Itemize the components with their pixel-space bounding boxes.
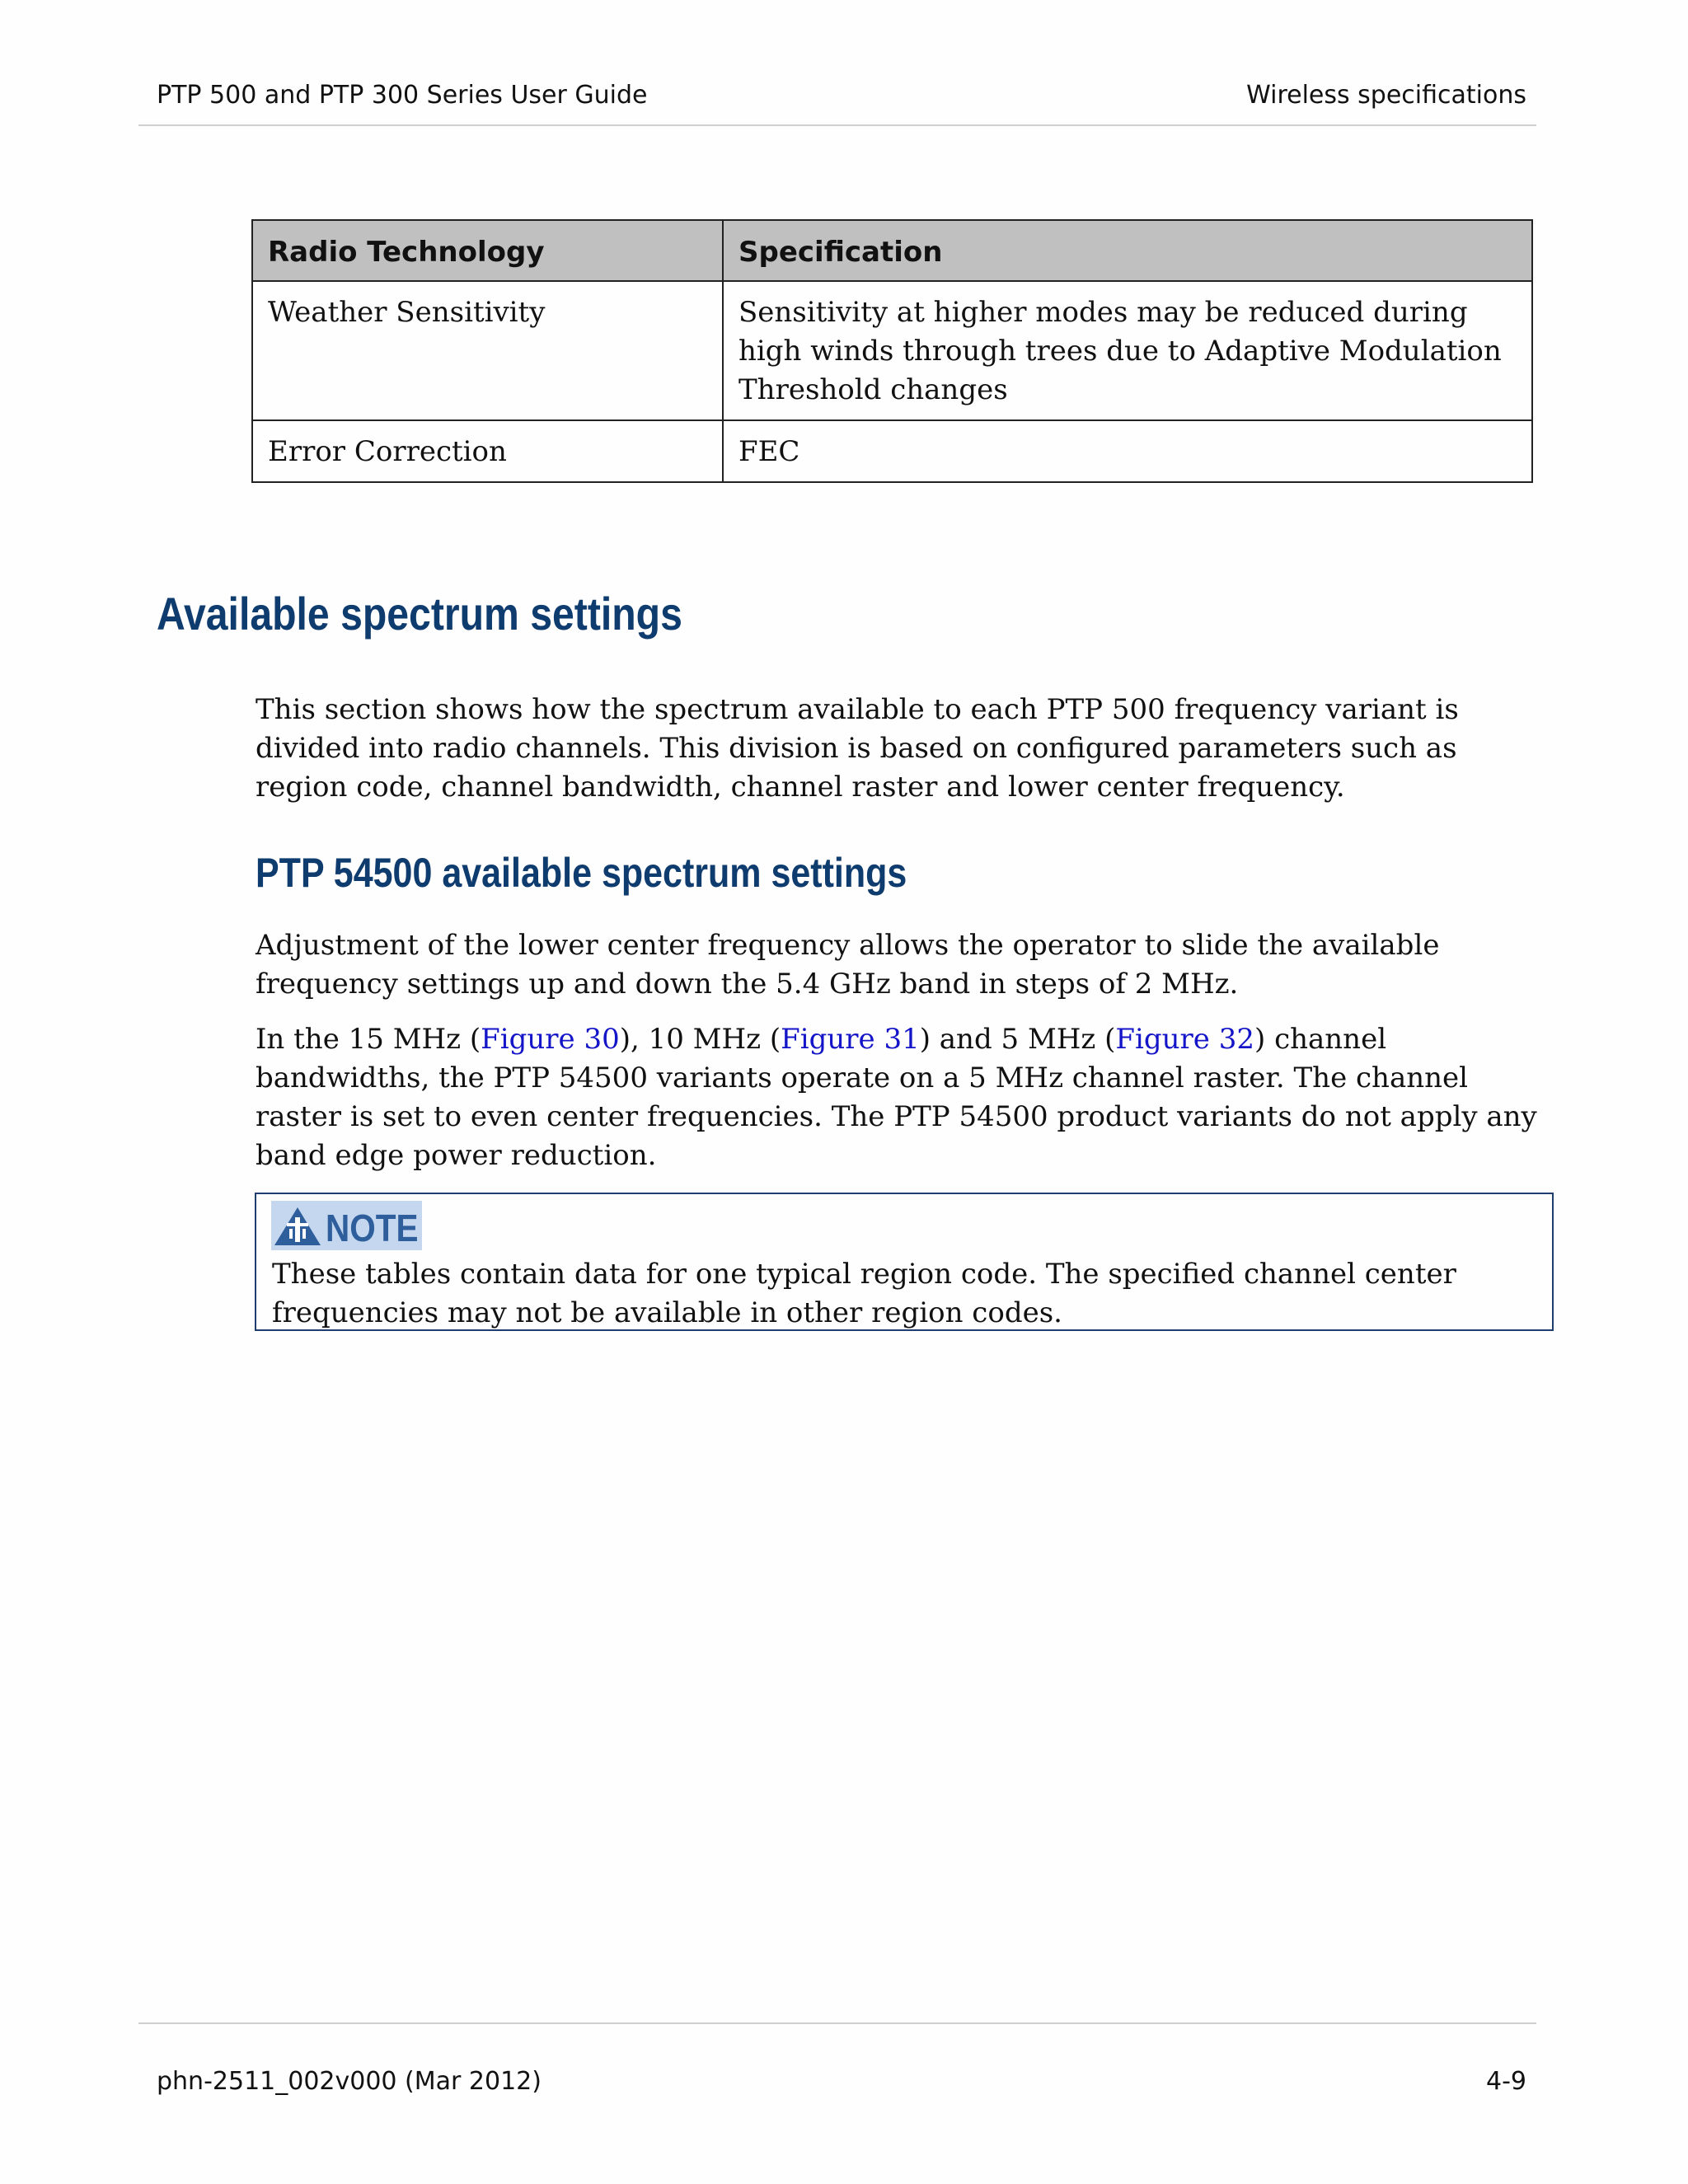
header-rule [138, 124, 1536, 126]
paragraph-text: In the 15 MHz ( [256, 1023, 481, 1056]
page-header [157, 81, 1526, 110]
table-header-cell: Specification [723, 220, 1532, 281]
table-cell: Weather Sensitivity [252, 281, 723, 420]
table-cell: Error Correction [252, 420, 723, 482]
figure-31-link[interactable]: Figure 31 [781, 1023, 920, 1056]
table-row [252, 420, 1532, 482]
note-badge [271, 1201, 422, 1250]
page-footer [157, 2067, 1526, 2096]
table-header-cell: Radio Technology [252, 220, 723, 281]
table-cell: FEC [723, 420, 1532, 482]
note-text: These tables contain data for one typical region code. The specified channel center frequencies may not be available in other region codes. [272, 1258, 1456, 1329]
paragraph-text: ) channel bandwidths, the PTP 54500 variants operate on a 5 MHz channel raster. The channel raster is set to even center frequencies. The PTP 54500 product variants do not apply any band edge power reduction. [256, 1023, 1537, 1172]
table-row [252, 281, 1532, 420]
figure-32-link[interactable]: Figure 32 [1115, 1023, 1254, 1056]
document-id: phn-2511_002v000 (Mar 2012) [157, 2067, 542, 2096]
table-cell: Sensitivity at higher modes may be reduced during high winds through trees due to Adaptive Modulation Threshold changes [723, 281, 1532, 420]
footer-rule [138, 2022, 1536, 2024]
paragraph-channel-raster [256, 1020, 1550, 1175]
figure-30-link[interactable]: Figure 30 [481, 1023, 620, 1056]
header-section: Wireless specifications [1246, 81, 1526, 110]
spec-table [251, 219, 1533, 483]
table-header-row [252, 220, 1532, 281]
header-title: PTP 500 and PTP 300 Series User Guide [157, 81, 648, 110]
section-intro: This section shows how the spectrum available to each PTP 500 frequency variant is divided into radio channels. This division is based on configured parameters such as region code, channel bandwidth, channel raster and lower center frequency. [256, 693, 1459, 804]
subsection-title: PTP 54500 available spectrum settings [256, 850, 907, 896]
section-title: Available spectrum settings [157, 588, 682, 640]
page-number: 4-9 [1486, 2067, 1526, 2096]
note-box [255, 1193, 1554, 1331]
paragraph-text: ), 10 MHz ( [619, 1023, 781, 1056]
note-label: NOTE [326, 1207, 419, 1249]
paragraph-lower-center: Adjustment of the lower center frequency allows the operator to slide the available frequency settings up and down the 5.4 GHz band in steps of 2 MHz. [256, 929, 1440, 1001]
note-icon [273, 1206, 322, 1247]
paragraph-text: ) and 5 MHz ( [919, 1023, 1116, 1056]
